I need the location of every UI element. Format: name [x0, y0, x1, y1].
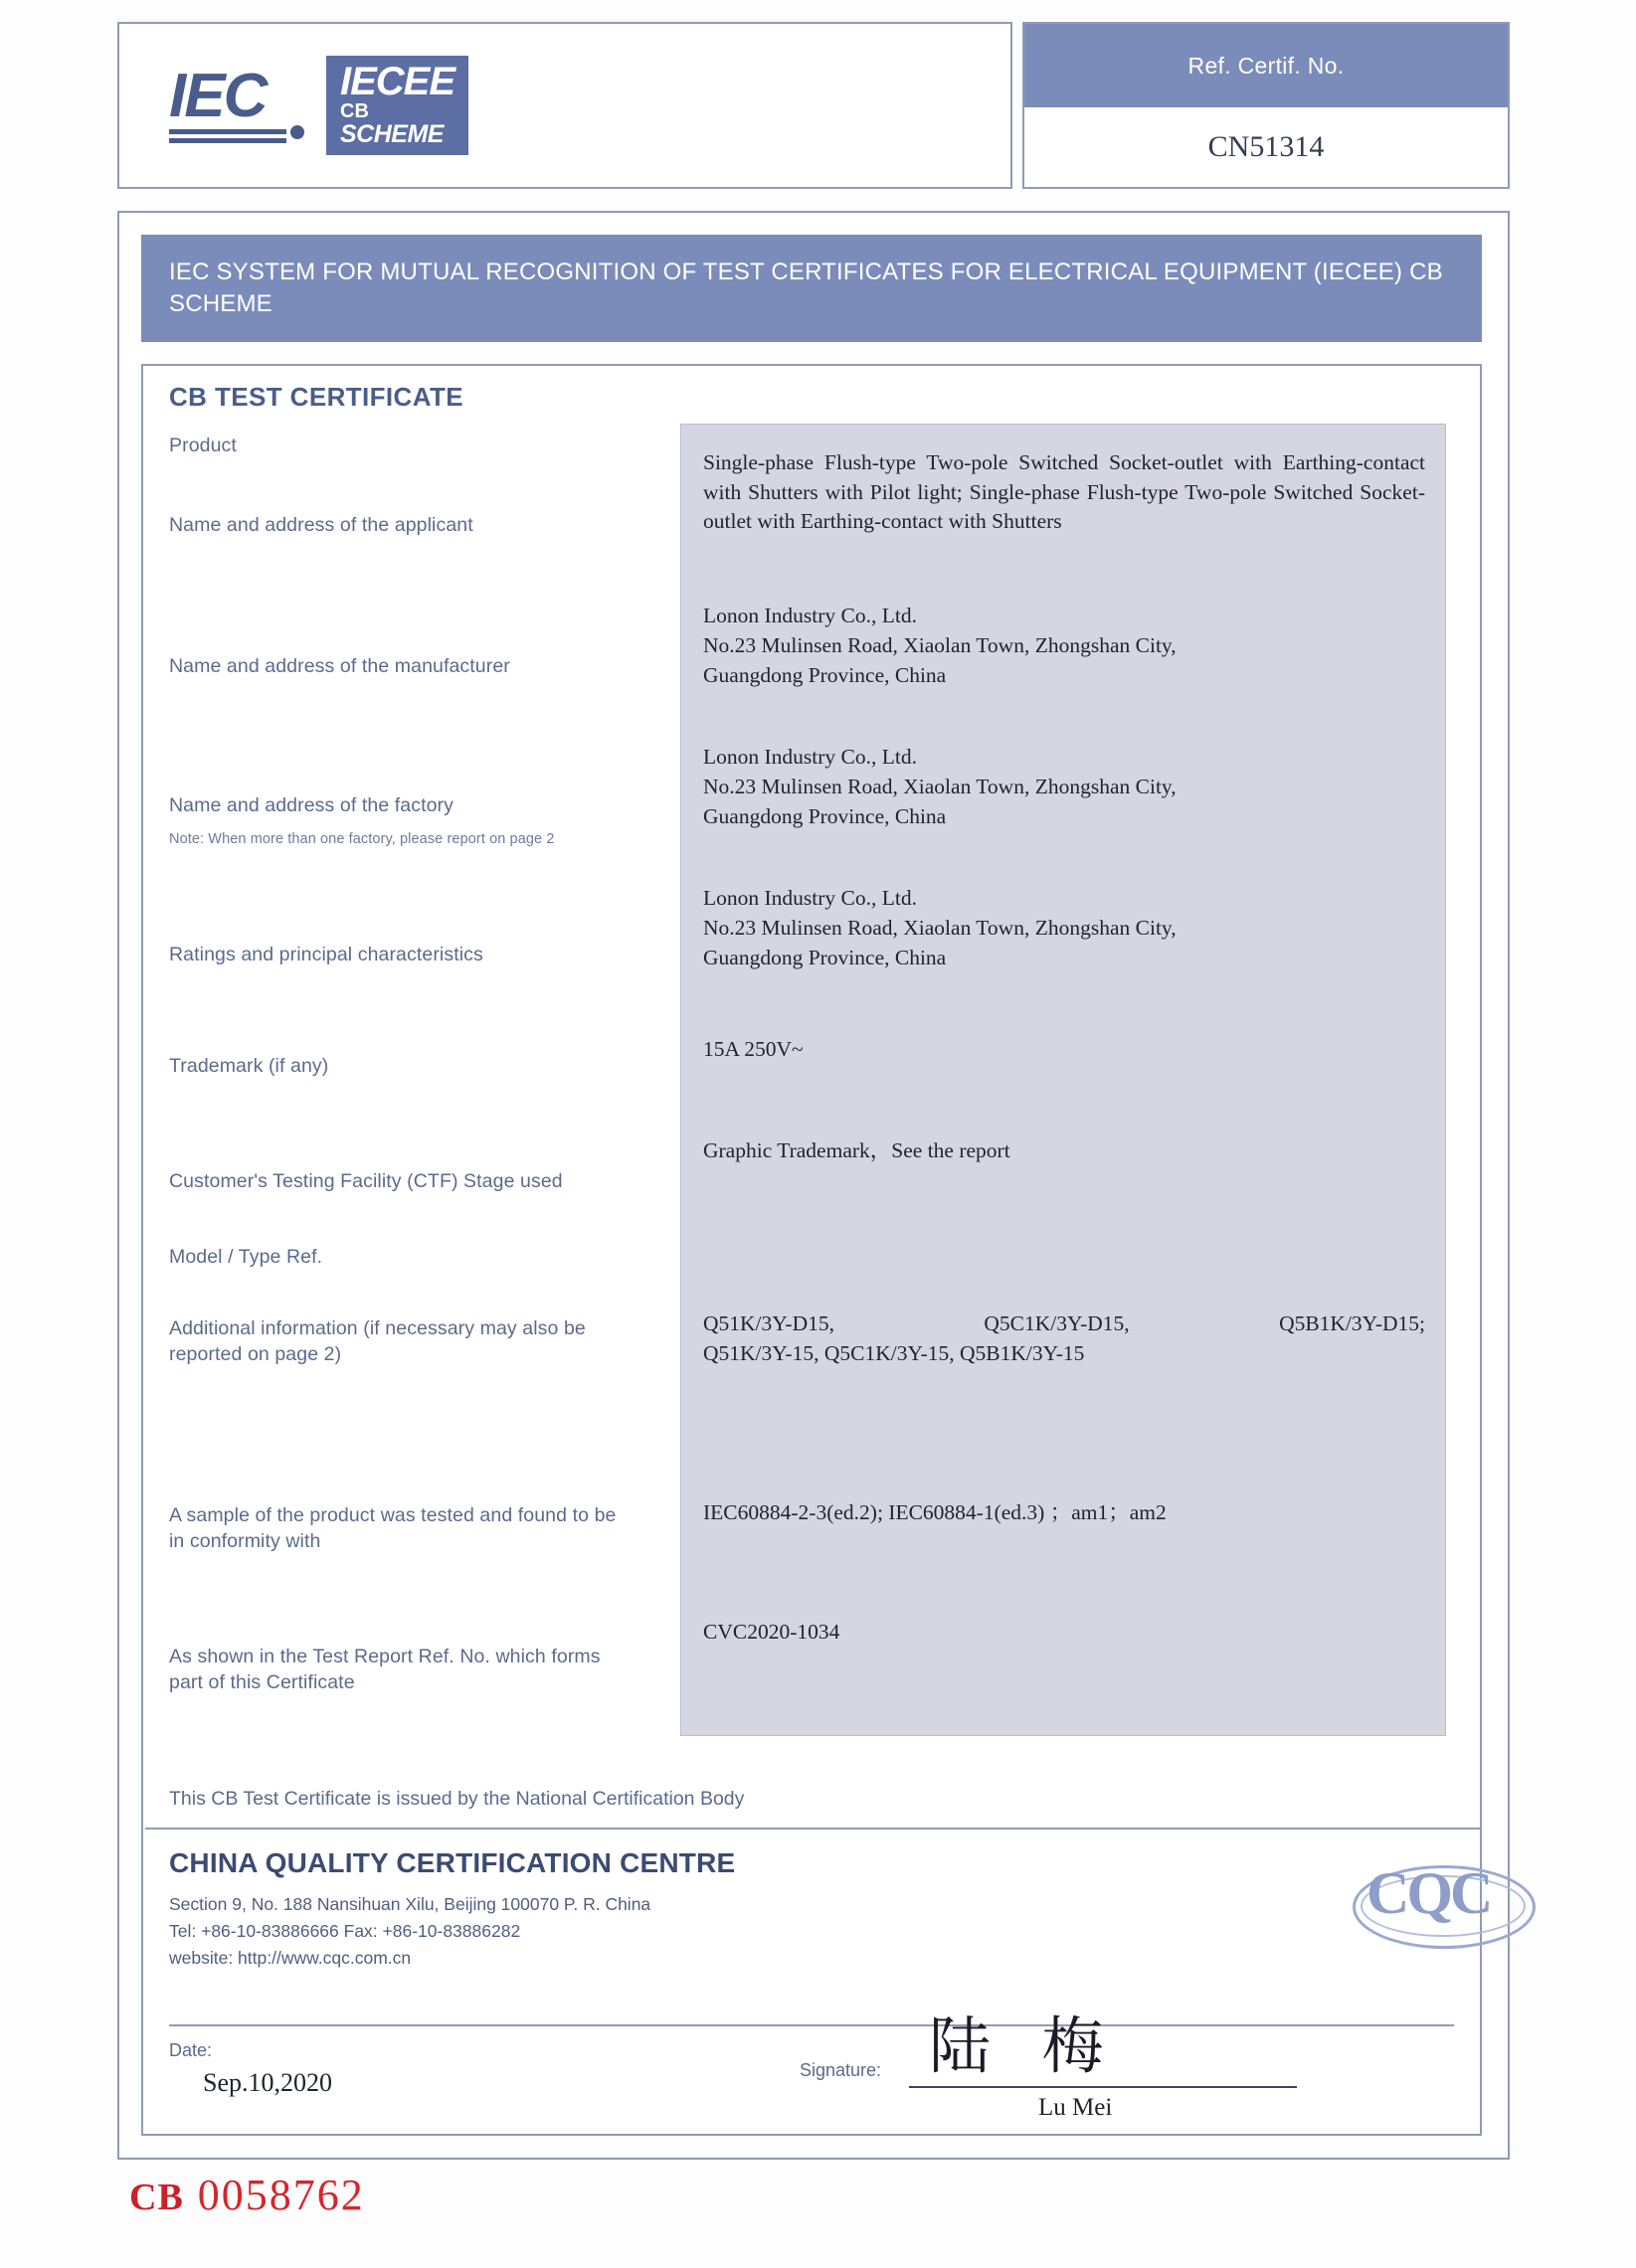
cqc-logo — [1366, 1859, 1516, 1954]
contact-address: Section 9, No. 188 Nansihuan Xilu, Beijing 100070 P. R. China — [169, 1894, 651, 1914]
signature-line — [909, 2086, 1297, 2088]
value-model-line-1 — [703, 1309, 1425, 1339]
iec-rule-top — [169, 129, 286, 134]
serial-number — [129, 2170, 365, 2220]
certification-body-name: CHINA QUALITY CERTIFICATION CENTRE — [169, 1847, 736, 1878]
iecee-logo-block — [326, 56, 468, 155]
label-ctf-stage: Customer's Testing Facility (CTF) Stage used — [169, 1170, 563, 1192]
cqc-logo-text: CQC — [1366, 1860, 1491, 1926]
value-model-b: Q5C1K/3Y-D15, — [984, 1311, 1130, 1335]
iec-dot-icon — [290, 125, 304, 139]
logo-container — [117, 22, 1012, 189]
value-manufacturer-address-2: Guangdong Province, China — [703, 804, 947, 828]
value-trademark: Graphic Trademark，See the report — [703, 1138, 1010, 1162]
signatory-name: Lu Mei — [1038, 2094, 1113, 2121]
value-model-c: Q5B1K/3Y-D15; — [1279, 1311, 1425, 1335]
serial-prefix: CB — [129, 2177, 184, 2218]
signature-label: Signature: — [800, 2060, 882, 2080]
iec-wordmark-block — [169, 61, 304, 144]
label-additional-info: Additional information (if necessary may also be reported on page 2) — [169, 1317, 586, 1365]
certification-body-footer — [143, 1830, 1491, 2136]
value-factory-name: Lonon Industry Co., Ltd. — [703, 886, 917, 910]
ref-certif-label: Ref. Certif. No. — [1024, 24, 1508, 107]
iecee-wordmark: IECEE — [340, 60, 455, 103]
iec-rule-bottom — [169, 138, 286, 143]
value-manufacturer-name: Lonon Industry Co., Ltd. — [703, 745, 917, 769]
contact-website: website: http://www.cqc.com.cn — [169, 1948, 412, 1969]
scheme-banner: IEC SYSTEM FOR MUTUAL RECOGNITION OF TEST CERTIFICATES FOR ELECTRICAL EQUIPMENT (IECEE) CB SCHEME — [141, 235, 1482, 342]
scheme-wordmark: SCHEME — [340, 120, 444, 148]
label-report-ref: As shown in the Test Report Ref. No. which forms part of this Certificate — [169, 1646, 601, 1693]
contact-phone: Tel: +86-10-83886666 Fax: +86-10-83886282 — [169, 1921, 521, 1942]
iec-logo — [169, 56, 468, 155]
date-label: Date: — [169, 2040, 213, 2060]
serial-digits: 0058762 — [197, 2171, 365, 2219]
label-conformity: A sample of the product was tested and found to be in conformity with — [169, 1504, 617, 1552]
label-trademark: Trademark (if any) — [169, 1055, 329, 1077]
certificate-frame — [141, 364, 1491, 2136]
document-header — [117, 22, 1510, 189]
signature-handwriting: 陆 梅 — [929, 2013, 1122, 2081]
value-report-ref: CVC2020-1034 — [703, 1620, 840, 1644]
date-value: Sep.10,2020 — [203, 2068, 332, 2097]
certification-body-contact — [169, 1891, 650, 1972]
value-conformity: IEC60884-2-3(ed.2); IEC60884-1(ed.3) ；am1；am2 — [703, 1500, 1167, 1524]
signature-separator — [169, 2024, 1454, 2026]
value-applicant-address-2: Guangdong Province, China — [703, 663, 947, 687]
value-product: Single-phase Flush-type Two-pole Switched Socket-outlet with Earthing-contact with Shutters with Pilot light; Single-phase Flush-type Two-pole Switched Socket-outlet with Earthing-contact with Shutters — [703, 450, 1425, 534]
value-applicant-address-1: No.23 Mulinsen Road, Xiaolan Town, Zhongshan City, — [703, 633, 1177, 657]
label-factory: Name and address of the factory — [169, 794, 454, 816]
field-values-panel — [680, 424, 1446, 1736]
ref-certif-number: CN51314 — [1024, 107, 1508, 187]
page-title: CB TEST CERTIFICATE — [169, 382, 463, 412]
value-model-line-2: Q51K/3Y-15, Q5C1K/3Y-15, Q5B1K/3Y-15 — [703, 1341, 1085, 1365]
label-applicant: Name and address of the applicant — [169, 514, 473, 536]
iec-wordmark: IEC — [169, 61, 267, 130]
cb-wordmark: CB — [340, 100, 369, 122]
value-factory-address-2: Guangdong Province, China — [703, 946, 947, 969]
label-ratings: Ratings and principal characteristics — [169, 944, 483, 965]
issued-by-text: This CB Test Certificate is issued by the National Certification Body — [169, 1788, 745, 1810]
label-manufacturer: Name and address of the manufacturer — [169, 655, 510, 677]
label-product: Product — [169, 435, 237, 456]
ref-certif-box — [1022, 22, 1510, 189]
value-manufacturer-address-1: No.23 Mulinsen Road, Xiaolan Town, Zhongshan City, — [703, 775, 1177, 798]
label-factory-note: Note: When more than one factory, please report on page 2 — [169, 831, 555, 847]
value-model-a: Q51K/3Y-D15, — [703, 1311, 834, 1335]
label-model-type: Model / Type Ref. — [169, 1246, 323, 1268]
value-factory-address-1: No.23 Mulinsen Road, Xiaolan Town, Zhongshan City, — [703, 916, 1177, 940]
value-ratings: 15A 250V~ — [703, 1037, 804, 1061]
document-body — [117, 211, 1510, 2160]
value-applicant-name: Lonon Industry Co., Ltd. — [703, 604, 917, 627]
